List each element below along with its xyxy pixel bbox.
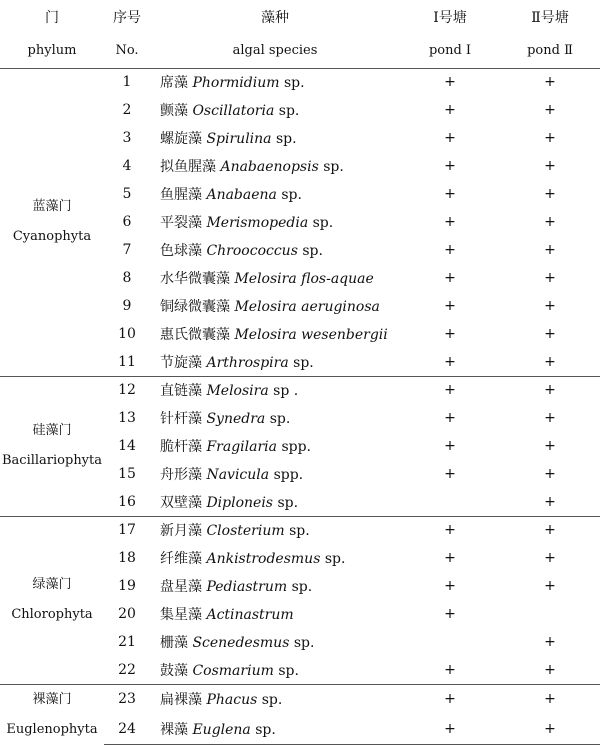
species-name-zh: 惠氏微囊藻 <box>160 327 230 343</box>
row-number: 15 <box>118 466 136 482</box>
row-number: 21 <box>118 634 136 650</box>
species-name-zh: 脆杆藻 <box>160 439 202 455</box>
row-number: 2 <box>122 102 132 118</box>
species-cell <box>150 320 400 348</box>
species-name-latin: Cosmarium <box>192 662 274 679</box>
pond1-presence: + <box>444 438 456 454</box>
species-name-zh: 颤藻 <box>160 103 188 119</box>
species-name-zh: 扁裸藻 <box>160 692 202 709</box>
pond1-presence: + <box>444 578 456 594</box>
species-suffix: sp. <box>273 494 299 511</box>
row-number: 13 <box>118 410 136 426</box>
pond2-presence: + <box>544 214 556 230</box>
species-name-latin: Melosira flos-aquae <box>234 271 374 287</box>
species-cell <box>150 68 400 96</box>
species-name-latin: Phormidium <box>192 75 280 92</box>
species-name-zh: 集星藻 <box>160 607 202 623</box>
species-name-latin: Anabaenopsis <box>220 159 319 175</box>
pond1-presence: + <box>444 466 456 482</box>
pond2-presence: + <box>544 550 556 566</box>
table-header <box>0 0 600 68</box>
species-suffix: sp. <box>265 411 291 427</box>
row-number: 8 <box>122 270 132 286</box>
pond1-presence: + <box>444 410 456 426</box>
row-number: 23 <box>104 684 150 714</box>
species-name-zh: 鱼腥藻 <box>160 187 202 203</box>
species-name-latin: Melosira aeruginosa <box>234 299 380 315</box>
species-name-latin: Scenedesmus <box>192 635 290 651</box>
species-suffix: sp. <box>289 635 315 651</box>
species-name-zh: 水华微囊藻 <box>160 271 230 287</box>
pond1-presence <box>400 488 500 516</box>
row-number: 20 <box>118 606 136 622</box>
table-row <box>0 684 600 714</box>
species-cell <box>150 572 400 600</box>
row-number: 22 <box>118 661 136 678</box>
pond2-presence: + <box>544 438 556 454</box>
species-suffix: sp. <box>297 243 323 259</box>
species-name-zh: 色球藻 <box>160 243 202 259</box>
species-suffix: sp. <box>284 523 310 540</box>
species-name-zh: 席藻 <box>160 75 188 92</box>
species-name-latin: Closterium <box>206 523 285 540</box>
species-name-zh: 盘星藻 <box>160 579 202 595</box>
species-cell <box>150 656 400 684</box>
pond2-presence: + <box>544 298 556 314</box>
species-suffix: spp. <box>269 467 304 483</box>
pond2-presence: + <box>544 466 556 482</box>
header-no-en: No. <box>104 34 150 68</box>
species-name-latin: Melosira <box>206 383 269 400</box>
species-name-latin: Melosira wesenbergii <box>234 327 388 343</box>
phylum-name-en: Euglenophyta <box>6 721 98 737</box>
species-cell <box>150 208 400 236</box>
phylum-cell <box>0 376 104 516</box>
header-pond1-en: pond Ⅰ <box>400 34 500 68</box>
species-cell <box>150 714 400 744</box>
row-number: 6 <box>122 214 132 230</box>
pond2-presence: + <box>544 242 556 258</box>
species-cell <box>150 264 400 292</box>
species-name-zh: 针杆藻 <box>160 411 202 427</box>
pond1-presence: + <box>444 606 456 622</box>
species-name-latin: Diploneis <box>206 494 273 511</box>
phylum-name-en: Bacillariophyta <box>1 453 103 468</box>
species-name-zh: 平裂藻 <box>160 215 202 231</box>
species-name-zh: 鼓藻 <box>160 662 188 679</box>
species-name-zh: 螺旋藻 <box>160 131 202 147</box>
species-suffix: sp. <box>308 215 334 231</box>
table-row <box>0 68 600 96</box>
pond2-presence: + <box>500 376 600 404</box>
pond2-presence: + <box>500 684 600 714</box>
species-name-latin: Euglena <box>192 722 251 739</box>
species-name-zh: 节旋藻 <box>160 354 202 371</box>
species-name-zh: 裸藻 <box>160 722 188 739</box>
species-cell <box>150 488 400 516</box>
species-name-latin: Ankistrodesmus <box>206 551 321 567</box>
pond1-presence: + <box>444 298 456 314</box>
header-phylum-en: phylum <box>0 34 104 68</box>
species-suffix: sp. <box>250 722 276 739</box>
species-name-latin: Arthrospira <box>206 354 289 371</box>
pond1-presence: + <box>444 326 456 342</box>
species-suffix: sp. <box>276 187 302 203</box>
species-name-zh: 新月藻 <box>160 523 202 540</box>
species-cell <box>150 628 400 656</box>
species-suffix: sp. <box>271 131 297 147</box>
pond1-presence: + <box>400 516 500 544</box>
phylum-name-zh: 绿藻门 <box>32 577 72 592</box>
species-cell <box>150 684 400 714</box>
species-name-zh: 舟形藻 <box>160 467 202 483</box>
species-suffix: sp. <box>318 159 344 175</box>
row-number: 19 <box>118 578 136 594</box>
pond2-presence: + <box>500 68 600 96</box>
pond1-presence: + <box>444 550 456 566</box>
species-cell <box>150 376 400 404</box>
species-name-latin: Phacus <box>206 692 258 709</box>
species-name-latin: Oscillatoria <box>192 103 275 119</box>
species-suffix: spp. <box>277 439 312 455</box>
pond1-presence <box>400 628 500 656</box>
header-pond2-zh: Ⅱ号塘 <box>531 10 569 26</box>
header-no-zh: 序号 <box>113 10 141 26</box>
pond2-presence: + <box>544 634 556 650</box>
species-name-latin: Actinastrum <box>206 607 294 623</box>
pond1-presence: + <box>444 661 456 678</box>
species-name-latin: Chroococcus <box>206 243 298 259</box>
species-suffix: sp. <box>288 354 314 371</box>
phylum-cell <box>0 516 104 684</box>
phylum-name-en: Chlorophyta <box>11 607 93 622</box>
row-number: 3 <box>122 130 132 146</box>
species-suffix: sp. <box>274 103 300 119</box>
pond2-presence: + <box>544 493 556 510</box>
pond1-presence: + <box>444 214 456 230</box>
row-number: 17 <box>104 516 150 544</box>
species-cell <box>150 292 400 320</box>
phylum-name-en: Cyanophyta <box>12 229 92 244</box>
pond2-presence: + <box>544 410 556 426</box>
species-name-latin: Fragilaria <box>206 439 277 455</box>
header-species-en: algal species <box>150 34 400 68</box>
phylum-name-zh: 蓝藻门 <box>32 199 72 214</box>
pond1-presence: + <box>400 376 500 404</box>
species-cell <box>150 180 400 208</box>
row-number: 4 <box>122 158 132 174</box>
pond2-presence: + <box>544 186 556 202</box>
pond1-presence: + <box>400 68 500 96</box>
row-number: 5 <box>122 186 132 202</box>
species-cell <box>150 348 400 376</box>
row-number: 1 <box>104 68 150 96</box>
pond2-presence: + <box>544 326 556 342</box>
species-name-zh: 直链藻 <box>160 383 202 400</box>
species-cell <box>150 544 400 572</box>
species-name-latin: Pediastrum <box>206 579 288 595</box>
row-number: 16 <box>118 493 136 510</box>
species-cell <box>150 124 400 152</box>
species-name-zh: 拟鱼腥藻 <box>160 159 216 175</box>
pond2-presence: + <box>544 353 556 370</box>
row-number: 24 <box>104 714 150 744</box>
row-number: 7 <box>122 242 132 258</box>
species-cell <box>150 516 400 544</box>
table-body <box>0 68 600 745</box>
pond1-presence: + <box>444 242 456 258</box>
pond2-presence: + <box>544 578 556 594</box>
species-cell <box>150 432 400 460</box>
header-pond2-en: pond Ⅱ <box>500 34 600 68</box>
row-number: 11 <box>118 353 136 370</box>
pond2-presence: + <box>544 661 556 678</box>
species-cell <box>150 404 400 432</box>
header-pond1-zh: Ⅰ号塘 <box>433 10 467 26</box>
species-cell <box>150 152 400 180</box>
species-name-latin: Anabaena <box>206 187 277 203</box>
pond2-presence: + <box>544 102 556 118</box>
species-suffix: sp. <box>320 551 346 567</box>
pond1-presence: + <box>400 684 500 714</box>
header-phylum-zh: 门 <box>45 10 59 26</box>
pond1-presence: + <box>444 102 456 118</box>
pond1-presence: + <box>400 714 500 744</box>
species-name-zh: 栅藻 <box>160 635 188 651</box>
pond2-presence: + <box>500 714 600 744</box>
species-cell <box>150 460 400 488</box>
header-species-zh: 藻种 <box>261 10 289 26</box>
pond2-presence <box>500 600 600 628</box>
phylum-name-zh: 裸藻门 <box>32 691 72 707</box>
species-suffix: sp. <box>287 579 313 595</box>
species-cell <box>150 96 400 124</box>
species-suffix: sp . <box>268 383 299 400</box>
row-number: 12 <box>104 376 150 404</box>
row-number: 10 <box>118 326 136 342</box>
species-name-zh: 铜绿微囊藻 <box>160 299 230 315</box>
pond2-presence: + <box>544 270 556 286</box>
pond1-presence: + <box>444 186 456 202</box>
species-name-latin: Spirulina <box>206 131 272 147</box>
species-name-latin: Navicula <box>206 467 270 483</box>
species-name-zh: 双壁藻 <box>160 494 202 511</box>
species-name-zh: 纤维藻 <box>160 551 202 567</box>
table-row <box>0 516 600 544</box>
pond1-presence: + <box>444 353 456 370</box>
species-suffix: sp. <box>257 692 283 709</box>
table-row <box>0 376 600 404</box>
species-suffix: sp. <box>273 662 299 679</box>
phylum-name-zh: 硅藻门 <box>32 423 72 438</box>
species-suffix: sp. <box>279 75 305 92</box>
row-number: 18 <box>118 550 136 566</box>
phylum-cell <box>0 68 104 376</box>
species-cell <box>150 600 400 628</box>
pond2-presence: + <box>500 516 600 544</box>
species-cell <box>150 236 400 264</box>
species-name-latin: Merismopedia <box>206 215 309 231</box>
row-number: 14 <box>118 438 136 454</box>
pond1-presence: + <box>444 130 456 146</box>
species-name-latin: Synedra <box>206 411 266 427</box>
row-number: 9 <box>122 298 132 314</box>
pond2-presence: + <box>544 130 556 146</box>
pond2-presence: + <box>544 158 556 174</box>
pond1-presence: + <box>444 158 456 174</box>
phylum-cell <box>0 684 104 745</box>
pond1-presence: + <box>444 270 456 286</box>
